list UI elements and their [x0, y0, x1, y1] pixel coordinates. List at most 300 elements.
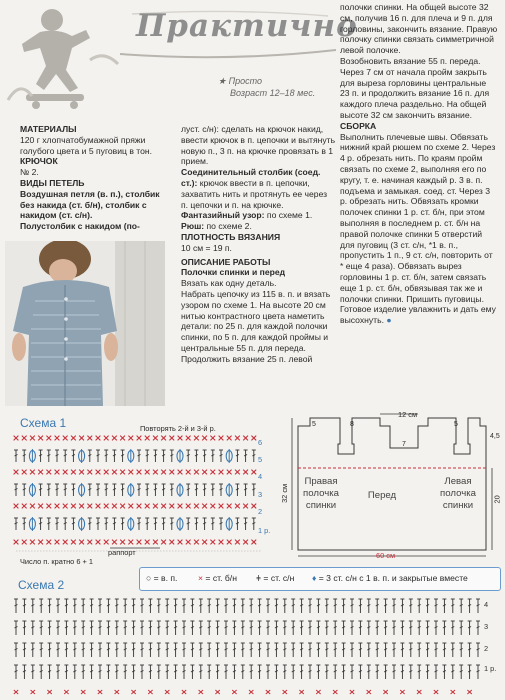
scheme-1-rapport: раппорт [108, 548, 136, 557]
dc-mark [14, 518, 18, 530]
dc-mark [14, 450, 18, 462]
ruffle-dc-mark [56, 621, 60, 635]
slip-stitch-heading: Соединительный столбик (соед. ст.): [181, 167, 321, 188]
scheme-2-diagram [10, 592, 496, 698]
base-sc-mark [467, 690, 471, 694]
cluster-mark [29, 483, 35, 497]
sc-mark [243, 504, 248, 509]
sc-mark [194, 436, 199, 441]
base-sc-mark [165, 690, 169, 694]
dim-5: 5 [312, 421, 316, 428]
right-back-panel-label: Правая полочка спинки [303, 476, 339, 511]
ruffle-dc-mark [358, 665, 362, 679]
ruffle-dc-mark [90, 599, 94, 613]
sc-mark [22, 436, 27, 441]
base-sc-mark [451, 690, 455, 694]
dc-mark [235, 518, 239, 530]
ruffle-dc-mark [342, 665, 346, 679]
base-sc-mark [182, 690, 186, 694]
base-sc-mark [283, 690, 287, 694]
dc-mark [137, 484, 141, 496]
ruffle-dc-mark [115, 599, 119, 613]
base-sc-mark [417, 690, 421, 694]
ruffle-dc-mark [64, 665, 68, 679]
ruffle-dc-mark [308, 621, 312, 635]
fancy-pattern-text: по схеме 1. [266, 210, 313, 221]
base-sc-mark [333, 690, 337, 694]
sc-mark [235, 504, 240, 509]
cluster-mark [29, 449, 35, 463]
dc-mark [186, 450, 190, 462]
sc-mark [153, 436, 158, 441]
assembly-heading: СБОРКА [340, 120, 377, 131]
dc-mark [71, 484, 75, 496]
dc-mark [186, 484, 190, 496]
ruffle-dc-mark [132, 643, 136, 657]
ruffle-dc-mark [39, 621, 43, 635]
ruffle-dc-mark [182, 665, 186, 679]
dc-mark [47, 450, 51, 462]
ruffle-dc-mark [148, 621, 152, 635]
dc-mark [137, 518, 141, 530]
ruffle-dc-mark [165, 665, 169, 679]
ruffle-dc-mark [409, 665, 413, 679]
scheme-1-row-number: 2 [258, 507, 263, 516]
ruffle-dc-mark [350, 665, 354, 679]
ruffle-dc-mark [190, 665, 194, 679]
ruffle-dc-mark [232, 599, 236, 613]
ruffle-dc-mark [241, 621, 245, 635]
ruffle-dc-mark [106, 643, 110, 657]
base-sc-mark [64, 690, 68, 694]
sc-mark [22, 470, 27, 475]
ruffle-dc-mark [400, 621, 404, 635]
dc-mark [203, 484, 207, 496]
dc-mark [170, 450, 174, 462]
ruffle-dc-mark [409, 621, 413, 635]
dc-mark [194, 450, 198, 462]
dc-mark [104, 518, 108, 530]
ruffle-dc-mark [64, 599, 68, 613]
sc-mark [128, 540, 133, 545]
dc-mark [186, 518, 190, 530]
dc-mark [162, 484, 166, 496]
dc-mark [47, 484, 51, 496]
hook-text: № 2. [20, 167, 39, 178]
dc-mark [219, 484, 223, 496]
base-sc-mark [215, 690, 219, 694]
sc-mark [30, 504, 35, 509]
sc-mark [120, 540, 125, 545]
ruffle-dc-mark [300, 665, 304, 679]
ruffle-dc-mark [39, 599, 43, 613]
ruffle-dc-mark [283, 643, 287, 657]
scheme-1-row-number: 6 [258, 438, 263, 447]
ruffle-dc-mark [350, 599, 354, 613]
ruffle-dc-mark [132, 621, 136, 635]
sc-mark [178, 504, 183, 509]
materials-text: 120 г хлопчатобумажной пряжи голубого цвета и 5 пуговиц в тон. [20, 134, 153, 156]
ruffle-dc-mark [81, 665, 85, 679]
ruffle-dc-mark [426, 599, 430, 613]
sc-mark [169, 470, 174, 475]
ruffle-dc-mark [400, 599, 404, 613]
base-sc-mark [266, 690, 270, 694]
dc-mark [39, 484, 43, 496]
ruffle-dc-mark [258, 621, 262, 635]
cluster-mark [128, 449, 134, 463]
cluster-mark [79, 517, 85, 531]
sc-mark [46, 504, 51, 509]
sc-mark [194, 540, 199, 545]
sc-mark [79, 540, 84, 545]
ruffle-dc-mark [274, 665, 278, 679]
ruffle-dc-mark [417, 621, 421, 635]
front-text: Возобновить вязание 55 п. переда. Через 7 см от начала пройм закрыть для выреза горловины центральные 23 п. и продолжить вязание 16 п. для каждого плеча раздельно. На общей высоте 32 см закончить вязание. [340, 55, 490, 120]
age-label: Возраст 12–18 мес. [230, 88, 316, 98]
dc-mark [203, 450, 207, 462]
dim-7: 7 [402, 441, 406, 448]
dc-mark [22, 484, 26, 496]
assembly-text: Выполнить плечевые швы. Обвязать нижний край рюшем по схеме 2. Через 4 р. обрезать нить. По краям пройм связать по схеме 2, выполняя его по кругу, т. е. начиная каждый р. 3 в. п. подъема и замыкая. соед. ст. Через 3 р. обрезать нить. Обвязать кромки полочек спинки 1 р. ст. б/н, при этом выполняя в последнем р. ст. б/н на правой полочке спинки 5 отверстий для пуговиц (3 ст. с/н, *1 в. п., пропустить 1 п., 9 ст. с/н, повторить от * еще 4 раза). Обвязать вырез горловины 1 р. ст. б/н, затем связать еще 1 р. ст. б/н, обвязывая так же и полочки спинки. Пришить пуговицы. Готовое изделие увлажнить и дать ему высохнуть. ● [340, 131, 496, 326]
ruffle-dc-mark [358, 621, 362, 635]
ruffle-dc-mark [274, 599, 278, 613]
sc-mark [112, 470, 117, 475]
dc-mark [219, 450, 223, 462]
ruffle-dc-mark [308, 665, 312, 679]
ruffle-dc-mark [283, 599, 287, 613]
sc-mark [38, 436, 43, 441]
sc-mark [210, 436, 215, 441]
dc-mark [211, 518, 215, 530]
dim-8: 8 [350, 421, 354, 428]
ruffle-dc-mark [274, 643, 278, 657]
ruffle-dc-mark [232, 643, 236, 657]
ruffle-dc-mark [182, 621, 186, 635]
ruffle-dc-mark [140, 621, 144, 635]
loops-text: Воздушная петля (в. п.), столбик без накида (ст. б/н), столбик с накидом (ст. с/н). [20, 188, 160, 221]
ruffle-dc-mark [325, 665, 329, 679]
ruffle-dc-mark [358, 643, 362, 657]
ruffle-dc-mark [123, 665, 127, 679]
ruffle-dc-mark [476, 643, 480, 657]
ruffle-dc-mark [207, 643, 211, 657]
ruffle-dc-mark [367, 599, 371, 613]
ruffle-dc-mark [442, 665, 446, 679]
ruffle-dc-mark [384, 599, 388, 613]
ruffle-dc-mark [258, 599, 262, 613]
ruffle-dc-mark [476, 621, 480, 635]
ruffle-dc-mark [98, 599, 102, 613]
ruffle-dc-mark [123, 621, 127, 635]
dc-mark [96, 450, 100, 462]
dim-4-5: 4,5 [490, 433, 500, 440]
dc-mark [194, 518, 198, 530]
ruffle-dc-mark [392, 599, 396, 613]
dc-mark [47, 518, 51, 530]
dc-mark [121, 450, 125, 462]
back-panels-text: полочки спинки. На общей высоте 32 см, получив 16 п. для плеча и 9 п. для горловины, закончить вязание. Правую полочку спинки связать симметричной левой полочке. [340, 2, 498, 56]
base-sc-mark [232, 690, 236, 694]
sc-mark [251, 436, 256, 441]
ruffle-dc-mark [409, 599, 413, 613]
scheme-1-row-number: 1 р. [258, 526, 271, 535]
sc-mark [38, 470, 43, 475]
ruffle-dc-mark [98, 665, 102, 679]
ruffle-dc-mark [476, 599, 480, 613]
base-sc-mark [400, 690, 404, 694]
sc-mark [120, 504, 125, 509]
ruffle-dc-mark [375, 643, 379, 657]
dc-mark [112, 518, 116, 530]
sc-mark [235, 436, 240, 441]
dc-mark [104, 484, 108, 496]
sc-mark [79, 436, 84, 441]
scheme-1-title: Схема 1 [20, 416, 67, 430]
ruffle-dc-mark [266, 599, 270, 613]
ruffle-dc-mark [442, 599, 446, 613]
density-heading: ПЛОТНОСТЬ ВЯЗАНИЯ [181, 231, 281, 242]
dc-mark [235, 484, 239, 496]
dim-width: 60 см [376, 551, 396, 560]
dim-top: 12 см [398, 410, 418, 419]
ruffle-dc-mark [308, 599, 312, 613]
cluster-mark [177, 517, 183, 531]
ruffle-heading: Рюш: [181, 221, 205, 232]
base-sc-mark [14, 690, 18, 694]
ruffle-dc-mark [316, 665, 320, 679]
ruffle-dc-mark [468, 665, 472, 679]
density-text: 10 см = 19 п. [181, 242, 232, 253]
dc-mark [96, 518, 100, 530]
dc-mark [121, 518, 125, 530]
work-text-2: Набрать цепочку из 115 в. п. и вязать узором по схеме 1. На высоте 20 см нитью контрастного цвета наметить детали: по 25 п. для каждой полочки спинки, по 5 п. для каждой проймы и центральные 55 п. для переда. Продолжить вязание 25 п. левой [181, 288, 331, 364]
ruffle-dc-mark [224, 599, 228, 613]
ruffle-dc-mark [190, 599, 194, 613]
ruffle-dc-mark [224, 665, 228, 679]
ruffle-dc-mark [375, 599, 379, 613]
sc-mark [161, 504, 166, 509]
ruffle-dc-mark [174, 599, 178, 613]
dc-mark [63, 484, 67, 496]
ruffle-dc-mark [316, 621, 320, 635]
hook-heading: КРЮЧОК [20, 156, 58, 167]
sc-mark [194, 504, 199, 509]
dc-mark [219, 518, 223, 530]
ruffle-dc-mark [367, 665, 371, 679]
sc-mark [145, 470, 150, 475]
dc-mark [71, 450, 75, 462]
ruffle-dc-mark [22, 643, 26, 657]
ruffle-dc-mark [333, 643, 337, 657]
sc-mark [145, 436, 150, 441]
cluster-mark [177, 449, 183, 463]
ruffle-dc-mark [258, 643, 262, 657]
sc-mark [251, 540, 256, 545]
ruffle-dc-mark [199, 621, 203, 635]
dc-mark [104, 450, 108, 462]
ruffle-dc-mark [291, 599, 295, 613]
dc-mark [88, 484, 92, 496]
ruffle-dc-mark [106, 665, 110, 679]
sc-mark [178, 470, 183, 475]
cluster-mark [226, 449, 232, 463]
sc-mark [210, 470, 215, 475]
sc-mark [227, 436, 232, 441]
sc-mark [186, 540, 191, 545]
cluster-mark [128, 483, 134, 497]
sc-mark [55, 436, 60, 441]
dc-mark [162, 518, 166, 530]
ruffle-dc-mark [358, 599, 362, 613]
dim-height: 32 см [280, 483, 290, 503]
sc-mark [169, 540, 174, 545]
ruffle-dc-mark [14, 643, 18, 657]
ruffle-dc-mark [426, 643, 430, 657]
sc-mark [87, 436, 92, 441]
ruffle-dc-mark [459, 599, 463, 613]
sc-mark [128, 504, 133, 509]
sc-mark [227, 504, 232, 509]
ruffle-dc-mark [333, 665, 337, 679]
ruffle-dc-mark [241, 599, 245, 613]
ruffle-dc-mark [232, 665, 236, 679]
ruffle-dc-mark [182, 643, 186, 657]
sc-mark [14, 470, 19, 475]
scheme-2-row-number: 2 [484, 644, 489, 653]
ruffle-dc-mark [115, 621, 119, 635]
left-back-panel-label: Левая полочка спинки [440, 476, 476, 511]
ruffle-dc-mark [14, 599, 18, 613]
ruffle-dc-mark [56, 665, 60, 679]
sc-mark [30, 470, 35, 475]
ruffle-dc-mark [22, 621, 26, 635]
base-sc-mark [316, 690, 320, 694]
ruffle-dc-mark [123, 599, 127, 613]
sc-mark [178, 436, 183, 441]
scheme-1-row-number: 3 [258, 490, 263, 499]
sc-mark [46, 540, 51, 545]
symbol-legend [139, 567, 501, 591]
ruffle-dc-mark [266, 621, 270, 635]
sc-mark [153, 470, 158, 475]
ruffle-dc-mark [216, 621, 220, 635]
dc-mark [39, 518, 43, 530]
sc-mark [202, 436, 207, 441]
sc-mark [235, 540, 240, 545]
sc-mark [87, 504, 92, 509]
ruffle-dc-mark [300, 621, 304, 635]
sc-mark [194, 470, 199, 475]
sc-mark [55, 540, 60, 545]
ruffle-dc-mark [325, 599, 329, 613]
ruffle-dc-mark [316, 643, 320, 657]
ruffle-dc-mark [451, 643, 455, 657]
base-sc-mark [131, 690, 135, 694]
ruffle-dc-mark [157, 643, 161, 657]
ruffle-dc-mark [392, 621, 396, 635]
sc-mark [219, 470, 224, 475]
ruffle-dc-mark [350, 643, 354, 657]
ruffle-dc-mark [434, 621, 438, 635]
sc-mark [112, 504, 117, 509]
ruffle-dc-mark [106, 621, 110, 635]
ruffle-dc-mark [115, 665, 119, 679]
difficulty-label: ★ Просто [218, 76, 263, 86]
scheme-2-title: Схема 2 [18, 578, 65, 592]
ruffle-dc-mark [31, 665, 35, 679]
scheme-2-row-number: 4 [484, 600, 489, 609]
sc-mark [96, 436, 101, 441]
dc-mark [153, 484, 157, 496]
sc-mark [169, 504, 174, 509]
dc-mark [96, 484, 100, 496]
dc-mark [153, 450, 157, 462]
sc-mark [169, 436, 174, 441]
cluster-mark [29, 517, 35, 531]
ruffle-dc-mark [459, 665, 463, 679]
ruffle-dc-mark [451, 665, 455, 679]
dim-5b: 5 [454, 421, 458, 428]
dc-mark [55, 484, 59, 496]
ruffle-dc-mark [266, 643, 270, 657]
ruffle-dc-mark [148, 599, 152, 613]
ruffle-dc-mark [283, 665, 287, 679]
ruffle-dc-mark [207, 599, 211, 613]
dc-mark [211, 484, 215, 496]
ruffle-dc-mark [174, 643, 178, 657]
dc-mark [63, 518, 67, 530]
assembly-column [340, 2, 498, 326]
ruffle-dc-mark [434, 643, 438, 657]
sc-mark [161, 540, 166, 545]
ruffle-dc-mark [316, 599, 320, 613]
dc-mark [235, 450, 239, 462]
dc-mark [153, 518, 157, 530]
ruffle-dc-mark [350, 621, 354, 635]
ruffle-dc-mark [384, 643, 388, 657]
ruffle-dc-mark [442, 621, 446, 635]
scheme-2-row-number: 3 [484, 622, 489, 631]
ruffle-dc-mark [90, 665, 94, 679]
ruffle-dc-mark [207, 665, 211, 679]
fancy-pattern-heading: Фантазийный узор: [181, 210, 265, 221]
ruffle-dc-mark [157, 599, 161, 613]
sc-mark [202, 504, 207, 509]
ruffle-dc-mark [199, 665, 203, 679]
sc-mark [219, 436, 224, 441]
end-mark-icon: ● [386, 315, 392, 326]
ruffle-dc-mark [459, 643, 463, 657]
ruffle-dc-mark [115, 643, 119, 657]
sc-mark [104, 504, 109, 509]
ruffle-dc-mark [249, 599, 253, 613]
dim-right-height: 20 [492, 495, 502, 504]
ruffle-dc-mark [81, 599, 85, 613]
ruffle-dc-mark [148, 665, 152, 679]
base-sc-mark [47, 690, 51, 694]
dc-mark [211, 450, 215, 462]
sc-mark [202, 470, 207, 475]
sc-mark [87, 540, 92, 545]
sc-mark [38, 540, 43, 545]
sc-mark [71, 504, 76, 509]
sc-mark [63, 504, 68, 509]
sc-mark [210, 540, 215, 545]
sc-mark [46, 470, 51, 475]
sc-mark [120, 436, 125, 441]
sc-mark [79, 504, 84, 509]
